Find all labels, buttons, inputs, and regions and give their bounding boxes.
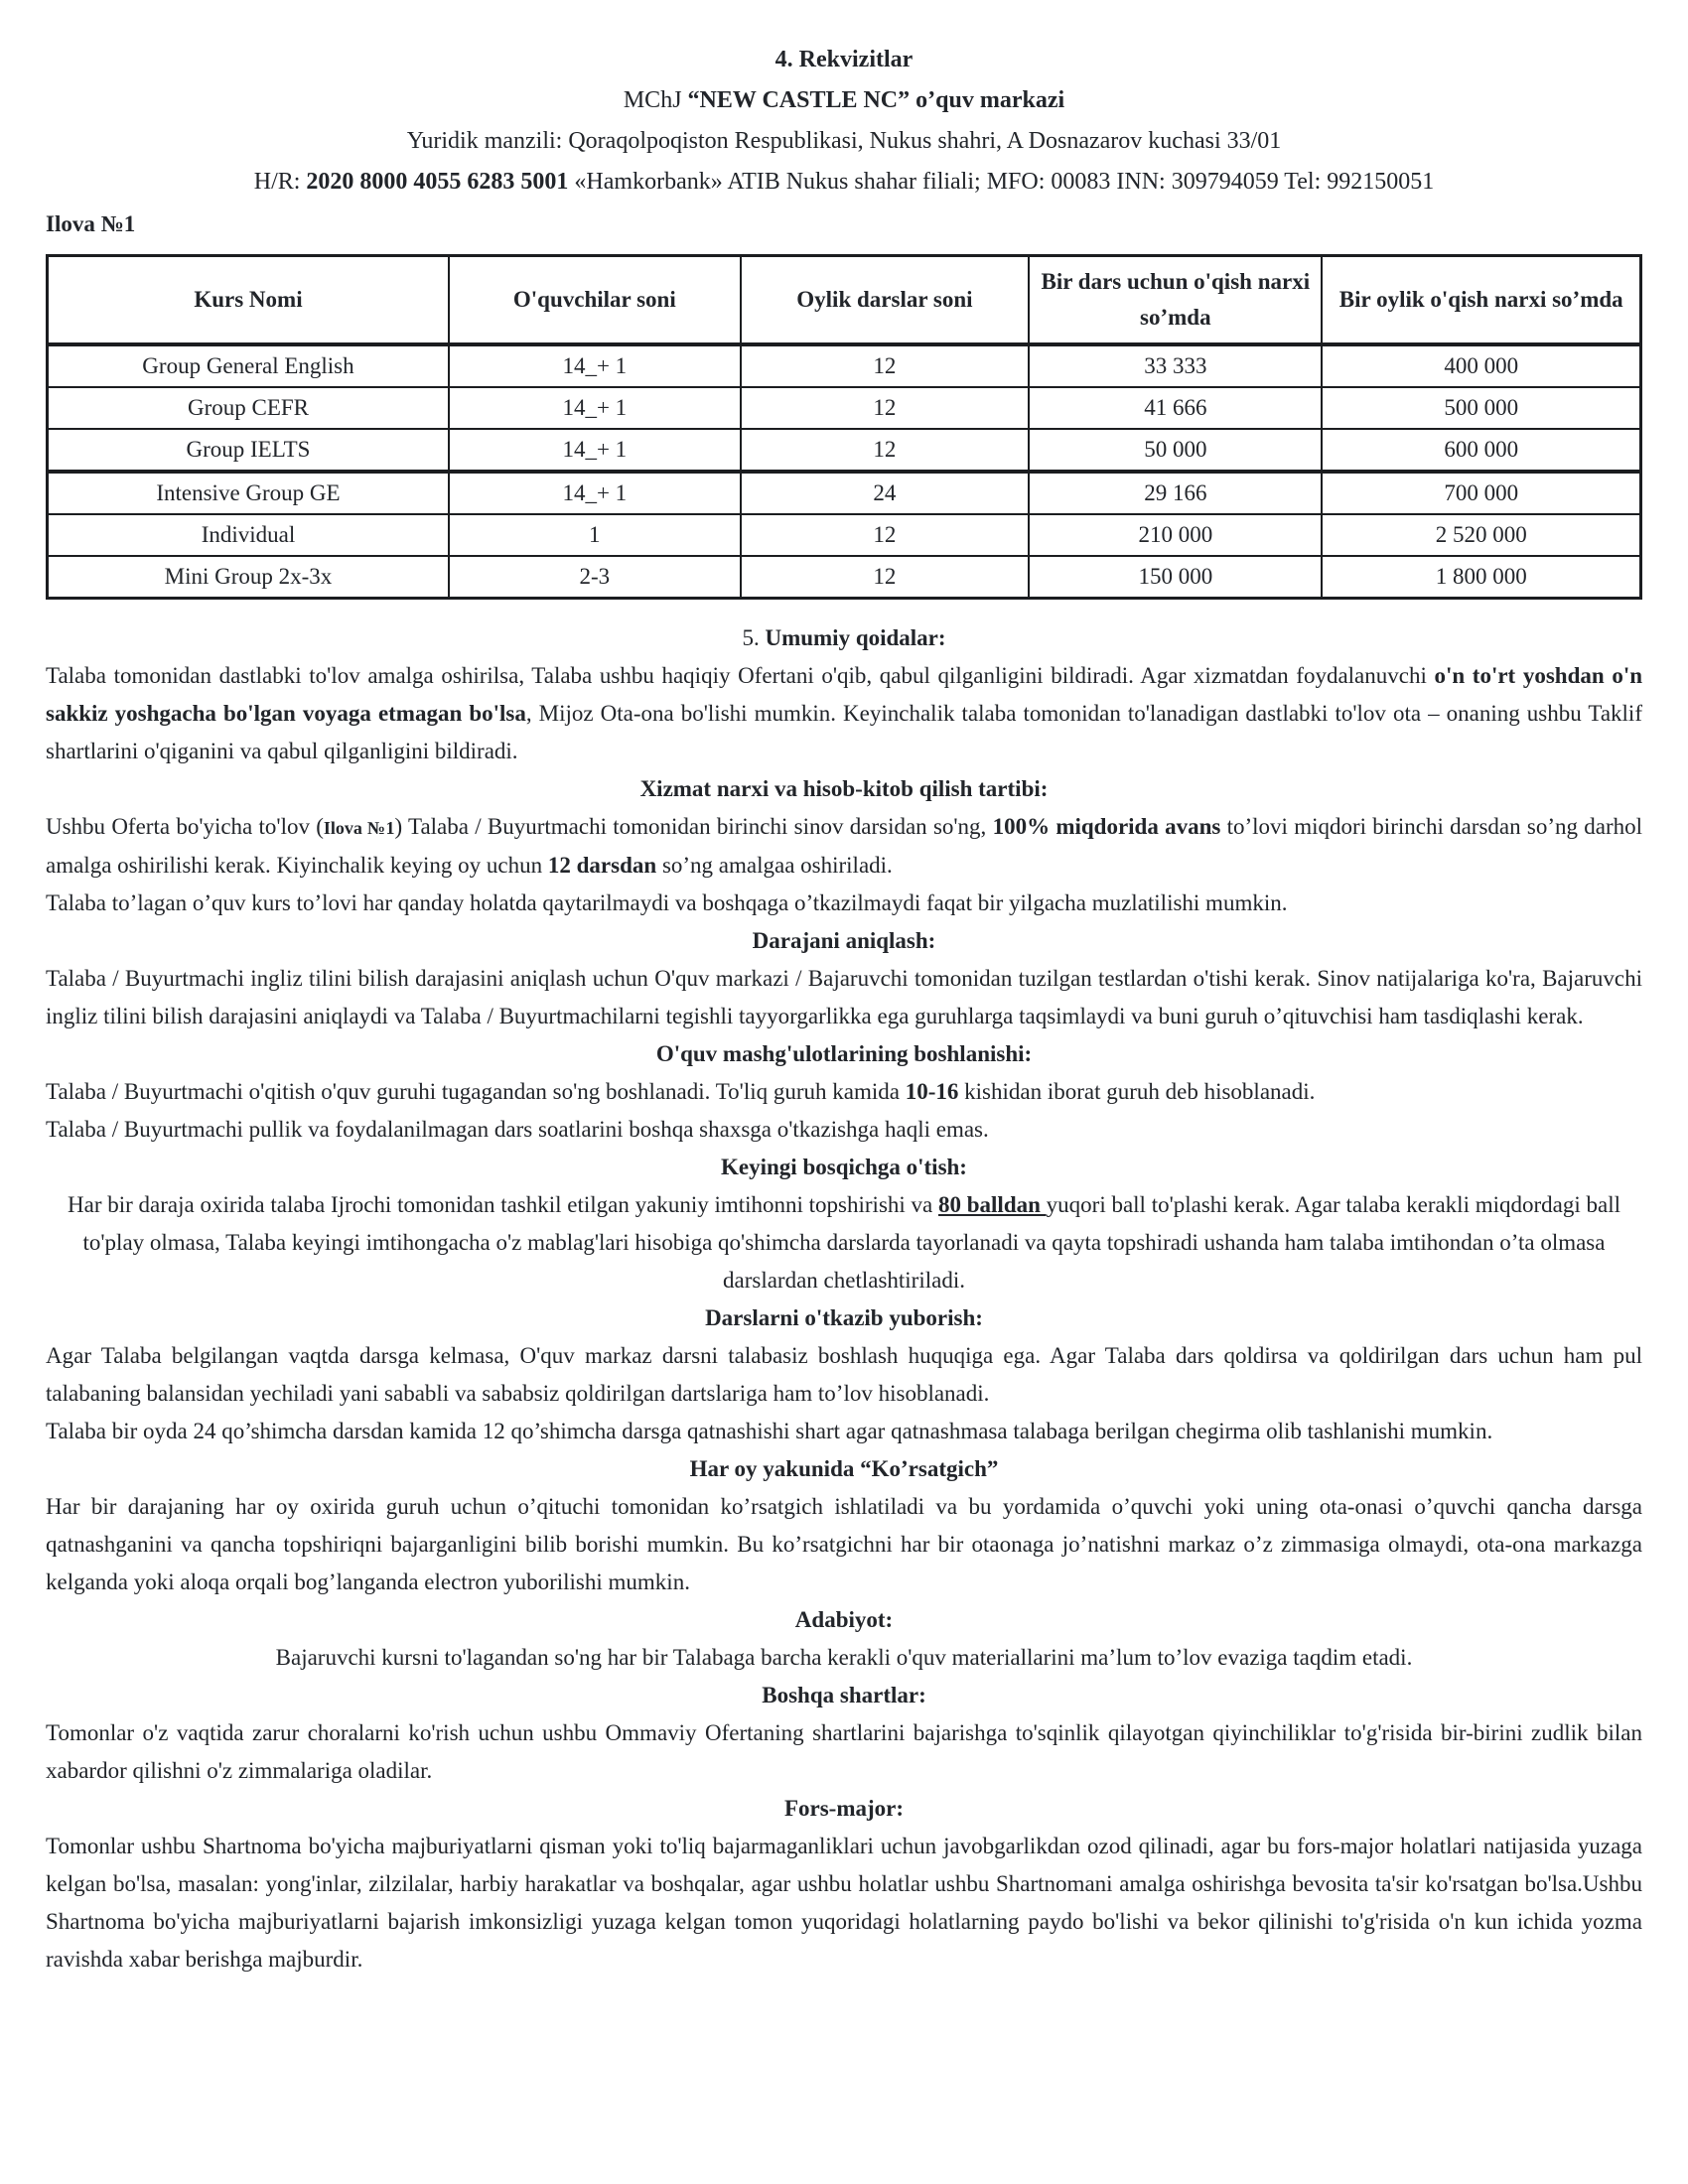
table-cell: 1 (449, 514, 741, 556)
table-cell: 12 (741, 387, 1030, 429)
text-segment: Ushbu Oferta bo'yicha to'lov ( (46, 814, 324, 839)
text-segment: Talaba to’lagan o’quv kurs to’lovi har qanday holatda qaytarilmaydi va boshqaga o’tkazilmaydi faqat bir yilgacha muzlatilishi mumkin. (46, 890, 1288, 915)
missed-lessons-heading (46, 1299, 1642, 1337)
table-cell: 150 000 (1029, 556, 1322, 599)
pricing-table (46, 254, 1642, 600)
table-cell: 600 000 (1322, 429, 1640, 472)
text-segment: Talaba tomonidan dastlabki to'lov amalga oshirilsa, Talaba ushbu haqiqiy Ofertani o'qib, qabul qilganligini bildiradi. Agar xizmatdan foydalanuvchi (46, 663, 1435, 688)
pricing-terms-heading (46, 770, 1642, 808)
text-segment: Umumiy qoidalar: (765, 625, 946, 650)
text-segment: 80 balldan (938, 1192, 1047, 1217)
paragraph (46, 1714, 1642, 1790)
table-cell: Individual (48, 514, 449, 556)
table-cell: 14_+ 1 (449, 429, 741, 472)
paragraph (46, 1413, 1642, 1450)
table-cell: Intensive Group GE (48, 472, 449, 514)
paragraph (46, 1111, 1642, 1149)
table-cell: Group IELTS (48, 429, 449, 472)
table-cell: 500 000 (1322, 387, 1640, 429)
table-row (48, 387, 1641, 429)
force-majeure-heading (46, 1790, 1642, 1828)
text-segment: Har bir darajaning har oy oxirida guruh uchun o’qituchi tomonidan ko’rsatgich ishlatiladi va bu yordamida o’quvchi yoki uning ota-onasi o’quvchi qancha darsga qatnashganini va qancha topshiriqni bajarganligini bilib borishi mumkin. Bu ko’rsatgichni har bir otaonaga jo’natishni markaz o’z zimmasiga olmaydi, ota-ona markazga kelganda yoki aloqa orqali bog’langanda electron yuborilishi mumkin. (46, 1494, 1642, 1594)
text-segment: Darajani aniqlash: (752, 928, 936, 953)
table-cell: 2 520 000 (1322, 514, 1640, 556)
literature-heading (46, 1601, 1642, 1639)
text-segment: Talaba / Buyurtmachi o'qitish o'quv guruhi tugagandan so'ng boshlanadi. To'liq guruh kamida (46, 1079, 906, 1104)
text-segment: Xizmat narxi va hisob-kitob qilish tartibi: (639, 776, 1049, 801)
text-segment: ) Talaba / Buyurtmachi tomonidan birinchi sinov darsidan so'ng, (394, 814, 993, 839)
text-segment: Adabiyot: (794, 1607, 894, 1632)
address-line: Yuridik manzili: Qoraqolpoqiston Respublikasi, Nukus shahri, A Dosnazarov kuchasi 33/01 (406, 128, 1282, 154)
lessons-start-heading (46, 1035, 1642, 1073)
level-determination-heading (46, 922, 1642, 960)
table-row (48, 514, 1641, 556)
table-header-cell: Oylik darslar soni (741, 256, 1030, 345)
text-segment: Tomonlar ushbu Shartnoma bo'yicha majburiyatlarni qisman yoki to'liq bajarmaganliklari uchun javobgarlikdan ozod qilinadi, agar bu fors-major holatlari natijasida yuzaga kelgan bo'lsa, masalan: yong'inlar, zilzilalar, harbiy harakatlar va boshqalar, agar ushbu holatlar ushbu Shartnomani amalga oshirishga bevosita ta'sir ko'rsatgan bo'lsa.Ushbu Shartnoma bo'yicha majburiyatlarni bajarish imkonsizligi yuzaga kelgan tomon yuqoridagi holatlarning paydo bo'lishi va bekor qilinishi to'g'risida o'n kun ichida yozma ravishda xabar berishga majburdir. (46, 1834, 1642, 1972)
table-header-row (48, 256, 1641, 345)
table-row (48, 429, 1641, 472)
company-prefix: MChJ (623, 87, 688, 113)
table-cell: 12 (741, 429, 1030, 472)
table-cell: 50 000 (1029, 429, 1322, 472)
paragraph (46, 960, 1642, 1035)
monthly-report-heading (46, 1450, 1642, 1488)
table-row (48, 344, 1641, 387)
attachment-label: Ilova №1 (46, 211, 136, 236)
table-cell: 33 333 (1029, 344, 1322, 387)
text-segment: , Mijoz Ota-ona bo'lishi mumkin. Keyinchalik talaba tomonidan to'lanadigan dastlabki to'lov ota – onaning ushbu Taklif shartlarini o'qiganini va qabul qilganligini bildiradi. (46, 701, 1642, 763)
pricing-table-body (48, 344, 1641, 599)
bank-details: «Hamkorbank» ATIB Nukus shahar filiali; MFO: 00083 INN: 309794059 Tel: 992150051 (568, 169, 1435, 195)
section-5-heading (46, 619, 1642, 657)
text-segment: o'n to'rt yoshdan o'n sakkiz yoshgacha bo'lgan voyaga etmagan bo'lsa (46, 663, 1642, 726)
bank-account: 2020 8000 4055 6283 5001 (306, 169, 569, 195)
text-segment: Har bir daraja oxirida talaba Ijrochi tomonidan tashkil etilgan yakuniy imtihonni topshirishi va (68, 1192, 938, 1217)
paragraph (46, 657, 1642, 770)
table-cell: 1 800 000 (1322, 556, 1640, 599)
text-segment: Agar Talaba belgilangan vaqtda darsga kelmasa, O'quv markaz darsni talabasiz boshlash huquqiga ega. Agar Talaba dars qoldirsa va qoldirilgan dars uchun ham pul talabaning balansidan yechiladi yani sababli va sababsiz qoldirilgan dartslariga ham to’lov hisoblanadi. (46, 1343, 1642, 1406)
table-header-cell: O'quvchilar soni (449, 256, 741, 345)
section-4-title: 4. Rekvizitlar (774, 47, 914, 72)
table-cell: 14_+ 1 (449, 344, 741, 387)
table-cell: 400 000 (1322, 344, 1640, 387)
text-segment: 5. (742, 625, 766, 650)
table-cell: 12 (741, 514, 1030, 556)
bank-prefix: H/R: (253, 169, 307, 195)
other-terms-heading (46, 1677, 1642, 1714)
text-segment: 12 darsdan (547, 853, 657, 878)
text-segment: so’ng amalgaa oshiriladi. (656, 853, 893, 878)
table-cell: 14_+ 1 (449, 472, 741, 514)
paragraph (46, 1488, 1642, 1601)
table-cell: 41 666 (1029, 387, 1322, 429)
document-body (46, 619, 1642, 1979)
paragraph (46, 1073, 1642, 1111)
table-cell: 29 166 (1029, 472, 1322, 514)
text-segment: Keyingi bosqichga o'tish: (721, 1155, 967, 1179)
table-cell: Mini Group 2x-3x (48, 556, 449, 599)
text-segment: to’lovi miqdori birinchi darsdan so’ng darhol amalga oshirilishi kerak. Kiyinchalik keying oy uchun (46, 814, 1643, 878)
paragraph (46, 885, 1642, 922)
text-segment: Darslarni o'tkazib yuborish: (705, 1305, 983, 1330)
table-cell: 12 (741, 556, 1030, 599)
table-cell: 2-3 (449, 556, 741, 599)
text-segment: 10-16 (905, 1079, 959, 1104)
table-header-cell: Bir oylik o'qish narxi so’mda (1322, 256, 1640, 345)
text-segment: Talaba / Buyurtmachi pullik va foydalanilmagan dars soatlarini boshqa shaxsga o'tkazishga haqli emas. (46, 1117, 989, 1142)
table-cell: Group General English (48, 344, 449, 387)
table-row (48, 472, 1641, 514)
table-cell: Group CEFR (48, 387, 449, 429)
table-cell: 700 000 (1322, 472, 1640, 514)
table-cell: 12 (741, 344, 1030, 387)
company-name: “NEW CASTLE NC” o’quv markazi (687, 87, 1065, 113)
paragraph (46, 1186, 1642, 1299)
text-segment: O'quv mashg'ulotlarining boshlanishi: (655, 1041, 1033, 1066)
pricing-table-header (48, 256, 1641, 345)
next-level-heading (46, 1149, 1642, 1186)
paragraph (46, 1639, 1642, 1677)
text-segment: Ilova №1 (323, 818, 395, 838)
table-header-cell: Bir dars uchun o'qish narxi so’mda (1029, 256, 1322, 345)
text-segment: yuqori ball to'plashi kerak. Agar talaba kerakli miqdordagi ball to'play olmasa, Talaba keyingi imtihongacha o'z mablag'lari hisobiga qo'shimcha darslarda tayorlanadi va qayta topshiradi ushanda ham talaba imtihondan o’ta olmasa darslardan chetlashtiriladi. (82, 1192, 1620, 1293)
text-segment: Har oy yakunida “Ko’rsatgich” (689, 1456, 999, 1481)
text-segment: kishidan iborat guruh deb hisoblanadi. (958, 1079, 1316, 1104)
text-segment: Bajaruvchi kursni to'lagandan so'ng har bir Talabaga barcha kerakli o'quv materiallarini ma’lum to’lov evaziga taqdim etadi. (275, 1645, 1413, 1670)
paragraph (46, 1828, 1642, 1979)
paragraph (46, 1337, 1642, 1413)
table-row (48, 556, 1641, 599)
text-segment: Talaba bir oyda 24 qo’shimcha darsdan kamida 12 qo’shimcha darsga qatnashishi shart agar qatnashmasa talabaga berilgan chegirma olib tashlanishi mumkin. (46, 1419, 1493, 1443)
text-segment: Fors-major: (783, 1796, 905, 1821)
table-cell: 210 000 (1029, 514, 1322, 556)
bank-line (46, 162, 1642, 203)
text-segment: Tomonlar o'z vaqtida zarur choralarni ko'rish uchun ushbu Ommaviy Ofertaning shartlarini bajarishga to'sqinlik qilayotgan qiyinchiliklar to'g'risida bir-birini zudlik bilan xabardor qilishni o'z zimmalariga oladilar. (46, 1720, 1642, 1783)
text-segment: Boshqa shartlar: (762, 1683, 926, 1707)
table-header-cell: Kurs Nomi (48, 256, 449, 345)
paragraph (46, 808, 1642, 885)
table-cell: 24 (741, 472, 1030, 514)
company-line (46, 80, 1642, 121)
text-segment: 100% miqdorida avans (992, 814, 1221, 839)
text-segment: Talaba / Buyurtmachi ingliz tilini bilish darajasini aniqlash uchun O'quv markazi / Bajaruvchi tomonidan tuzilgan testlardan o'tishi kerak. Sinov natijalariga ko'ra, Bajaruvchi ingliz tilini bilish darajasini aniqlaydi va Talaba / Buyurtmachilarni tegishli tayyorgarlikka ega guruhlarga taqsimlaydi va buni guruh o’qituvchisi ham tasdiqlashi kerak. (46, 966, 1642, 1028)
table-cell: 14_+ 1 (449, 387, 741, 429)
